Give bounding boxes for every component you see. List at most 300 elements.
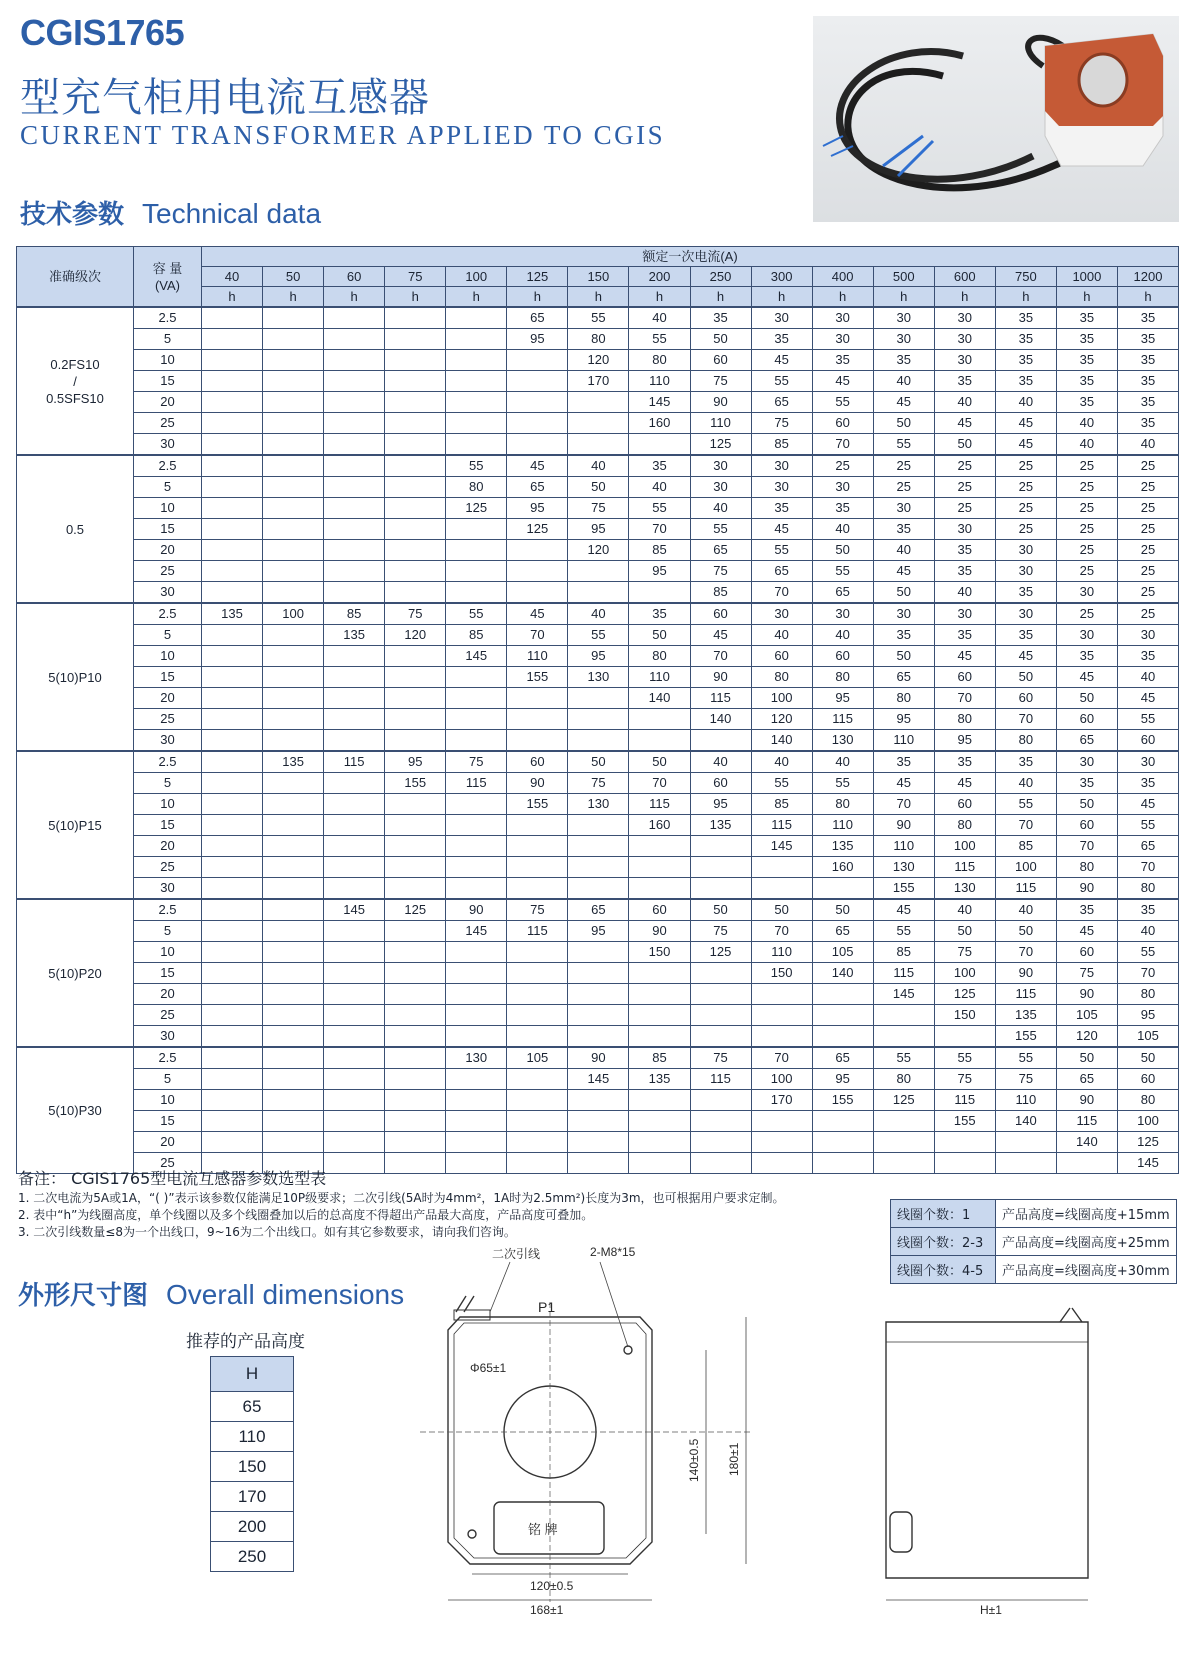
height-cell: 70 (690, 646, 751, 667)
height-cell: 50 (934, 921, 995, 942)
height-cell (446, 857, 507, 878)
height-cell (202, 730, 263, 752)
height-cell (385, 963, 446, 984)
height-cell: 135 (263, 751, 324, 773)
height-cell: 110 (873, 836, 934, 857)
height-cell (812, 984, 873, 1005)
height-cell: 85 (324, 603, 385, 625)
height-cell (507, 836, 568, 857)
height-cell: 30 (995, 603, 1056, 625)
height-cell: 115 (507, 921, 568, 942)
height-cell: 90 (446, 899, 507, 921)
table-row (17, 921, 1179, 942)
capacity-cell: 15 (134, 963, 202, 984)
height-cell (263, 582, 324, 604)
height-cell (812, 878, 873, 900)
capacity-cell: 25 (134, 709, 202, 730)
height-cell: 40 (873, 371, 934, 392)
capacity-cell: 25 (134, 1153, 202, 1174)
height-cell: 25 (1056, 455, 1117, 477)
height-cell: 25 (995, 455, 1056, 477)
height-cell: 55 (751, 371, 812, 392)
height-cell: 95 (568, 646, 629, 667)
height-cell: 35 (995, 307, 1056, 329)
height-cell: 35 (1117, 899, 1178, 921)
height-cell: 95 (568, 519, 629, 540)
height-cell: 90 (1056, 878, 1117, 900)
height-cell (446, 667, 507, 688)
height-cell (324, 1090, 385, 1111)
header-rated-current: 额定一次电流(A) (202, 247, 1179, 267)
height-cell: 30 (812, 329, 873, 350)
height-cell: 45 (812, 371, 873, 392)
height-cell: 25 (1056, 561, 1117, 582)
height-cell (324, 371, 385, 392)
height-cell: 110 (995, 1090, 1056, 1111)
product-title-cn: 型充气柜用电流互感器 (20, 75, 430, 121)
height-cell: 85 (629, 540, 690, 561)
height-cell: 35 (873, 519, 934, 540)
height-cell: 100 (1117, 1111, 1178, 1132)
height-cell: 25 (934, 455, 995, 477)
height-cell: 75 (690, 371, 751, 392)
height-cell (263, 1047, 324, 1069)
table-row (17, 392, 1179, 413)
height-cell: 80 (568, 329, 629, 350)
height-cell: 70 (751, 1047, 812, 1069)
capacity-cell: 15 (134, 371, 202, 392)
coil-height-rule: 产品高度=线圈高度+25mm (996, 1228, 1177, 1256)
height-cell (263, 498, 324, 519)
height-cell (263, 625, 324, 646)
height-cell (385, 921, 446, 942)
height-cell (446, 1090, 507, 1111)
height-cell: 70 (629, 773, 690, 794)
height-cell: 70 (751, 921, 812, 942)
height-cell (263, 1090, 324, 1111)
height-cell: 40 (995, 899, 1056, 921)
height-cell: 100 (751, 688, 812, 709)
height-cell (324, 773, 385, 794)
height-cell: 140 (995, 1111, 1056, 1132)
height-cell: 95 (568, 921, 629, 942)
height-cell (751, 1005, 812, 1026)
height-cell (507, 857, 568, 878)
height-cell: 25 (1117, 582, 1178, 604)
capacity-cell: 2.5 (134, 899, 202, 921)
height-cell (568, 1090, 629, 1111)
height-cell: 30 (1056, 625, 1117, 646)
height-cell: 60 (690, 773, 751, 794)
height-cell: 30 (690, 455, 751, 477)
height-cell: 25 (995, 498, 1056, 519)
height-cell: 135 (995, 1005, 1056, 1026)
header-unit: h (690, 287, 751, 308)
height-cell (690, 984, 751, 1005)
capacity-cell: 5 (134, 477, 202, 498)
height-cell (446, 1132, 507, 1153)
height-cell (446, 1026, 507, 1048)
height-cell: 35 (629, 455, 690, 477)
coil-count: 线圈个数：1 (891, 1200, 996, 1228)
height-cell: 140 (629, 688, 690, 709)
height-cell (385, 984, 446, 1005)
height-cell: 75 (507, 899, 568, 921)
height-cell (202, 434, 263, 456)
height-cell: 45 (873, 392, 934, 413)
note-line: 2. 表中“h”为线圈高度，单个线圈以及多个线圈叠加以后的总高度不得超出产品最大高度，产品高度可叠加。 (18, 1208, 594, 1222)
height-cell: 95 (690, 794, 751, 815)
height-cell: 55 (812, 561, 873, 582)
notes (18, 1170, 785, 1241)
height-cell (385, 1090, 446, 1111)
header-current-value: 150 (568, 267, 629, 287)
height-cell: 130 (812, 730, 873, 752)
height-cell: 45 (507, 455, 568, 477)
height-cell: 125 (934, 984, 995, 1005)
height-cell (324, 307, 385, 329)
capacity-cell: 20 (134, 540, 202, 561)
note-line: 3. 二次引线数量≤8为一个出线口，9~16为二个出线口。如有其它参数要求，请向我们咨询。 (18, 1225, 516, 1239)
height-cell (446, 836, 507, 857)
table-row (17, 836, 1179, 857)
height-cell: 70 (812, 434, 873, 456)
height-cell: 50 (751, 899, 812, 921)
header-current-value: 250 (690, 267, 751, 287)
height-cell: 65 (690, 540, 751, 561)
height-cell: 45 (934, 413, 995, 434)
height-cell (385, 1069, 446, 1090)
height-cell: 35 (873, 350, 934, 371)
height-cell (202, 667, 263, 688)
label-bolt: 2-M8*15 (590, 1245, 636, 1259)
height-cell: 80 (446, 477, 507, 498)
height-cell (385, 1005, 446, 1026)
height-cell (263, 1111, 324, 1132)
height-cell: 55 (446, 603, 507, 625)
height-cell (202, 878, 263, 900)
height-cell: 85 (446, 625, 507, 646)
height-cell: 60 (751, 646, 812, 667)
height-cell (263, 857, 324, 878)
height-cell: 155 (934, 1111, 995, 1132)
height-cell: 110 (629, 667, 690, 688)
height-cell (263, 371, 324, 392)
height-cell: 140 (812, 963, 873, 984)
height-cell: 60 (934, 667, 995, 688)
height-cell: 75 (385, 603, 446, 625)
height-cell (202, 519, 263, 540)
height-cell: 80 (1117, 878, 1178, 900)
height-cell (690, 1026, 751, 1048)
height-cell: 35 (751, 498, 812, 519)
height-cell (324, 540, 385, 561)
product-photo (813, 16, 1179, 222)
height-cell (629, 434, 690, 456)
height-cell (202, 1026, 263, 1048)
height-cell: 50 (873, 413, 934, 434)
height-cell: 40 (1117, 921, 1178, 942)
height-cell (507, 1111, 568, 1132)
height-cell (385, 794, 446, 815)
accuracy-class-line: / (73, 373, 77, 389)
height-cell (324, 392, 385, 413)
height-cell (690, 963, 751, 984)
table-row (17, 561, 1179, 582)
height-cell (263, 836, 324, 857)
height-cell: 65 (812, 921, 873, 942)
height-cell (263, 350, 324, 371)
height-cell (568, 815, 629, 836)
height-cell (263, 392, 324, 413)
height-cell (202, 329, 263, 350)
height-cell (507, 561, 568, 582)
recommended-height-value: 250 (211, 1542, 294, 1572)
height-cell (629, 1111, 690, 1132)
height-cell: 140 (751, 730, 812, 752)
height-cell (507, 1132, 568, 1153)
accuracy-class-cell (17, 751, 134, 899)
height-cell (202, 307, 263, 329)
section-title-cn: 外形尺寸图 (18, 1281, 149, 1311)
height-cell (324, 794, 385, 815)
height-cell: 55 (873, 1047, 934, 1069)
table-row (17, 350, 1179, 371)
height-cell: 50 (690, 899, 751, 921)
height-cell (995, 1153, 1056, 1174)
height-cell (812, 1132, 873, 1153)
height-cell (385, 942, 446, 963)
height-cell (995, 1132, 1056, 1153)
table-row (17, 984, 1179, 1005)
height-cell: 145 (324, 899, 385, 921)
height-cell (873, 1153, 934, 1174)
height-cell (446, 709, 507, 730)
height-cell (263, 942, 324, 963)
table-row (17, 498, 1179, 519)
table-row (17, 582, 1179, 604)
height-cell: 30 (751, 603, 812, 625)
height-cell: 155 (873, 878, 934, 900)
height-cell: 30 (995, 561, 1056, 582)
table-row (17, 413, 1179, 434)
accuracy-class-line: 5(10)P10 (48, 669, 102, 685)
height-cell (324, 329, 385, 350)
height-cell: 155 (995, 1026, 1056, 1048)
height-cell: 105 (507, 1047, 568, 1069)
capacity-cell: 10 (134, 498, 202, 519)
height-cell (507, 942, 568, 963)
height-cell: 40 (934, 582, 995, 604)
header-unit: h (629, 287, 690, 308)
height-cell (202, 688, 263, 709)
height-cell (263, 709, 324, 730)
height-cell (446, 434, 507, 456)
table-row (17, 963, 1179, 984)
height-cell (812, 1005, 873, 1026)
height-cell: 55 (1117, 942, 1178, 963)
height-cell (568, 942, 629, 963)
header-current-value: 300 (751, 267, 812, 287)
table-row (17, 625, 1179, 646)
height-cell (812, 1026, 873, 1048)
height-cell: 100 (263, 603, 324, 625)
height-cell (263, 455, 324, 477)
height-cell: 30 (751, 477, 812, 498)
height-cell: 40 (1117, 434, 1178, 456)
height-cell: 35 (1117, 307, 1178, 329)
height-cell (507, 371, 568, 392)
height-cell: 30 (1056, 582, 1117, 604)
height-cell: 115 (1056, 1111, 1117, 1132)
height-cell: 115 (751, 815, 812, 836)
height-cell: 100 (995, 857, 1056, 878)
height-cell (324, 984, 385, 1005)
height-cell (324, 709, 385, 730)
height-cell: 145 (629, 392, 690, 413)
height-cell: 60 (1117, 730, 1178, 752)
height-cell: 40 (812, 625, 873, 646)
height-cell: 70 (995, 815, 1056, 836)
height-cell (263, 519, 324, 540)
height-cell (446, 794, 507, 815)
height-cell (202, 1090, 263, 1111)
height-cell: 60 (1056, 815, 1117, 836)
height-cell: 80 (1056, 857, 1117, 878)
height-cell: 70 (751, 582, 812, 604)
height-cell: 50 (1056, 794, 1117, 815)
height-cell (263, 1005, 324, 1026)
height-cell: 55 (446, 455, 507, 477)
header-unit: h (934, 287, 995, 308)
height-cell: 35 (934, 625, 995, 646)
height-cell: 155 (812, 1090, 873, 1111)
height-cell: 25 (1056, 498, 1117, 519)
capacity-cell: 5 (134, 329, 202, 350)
height-cell (568, 1132, 629, 1153)
height-cell (568, 878, 629, 900)
height-cell (324, 350, 385, 371)
height-cell: 100 (751, 1069, 812, 1090)
height-cell (202, 794, 263, 815)
header-capacity-line: 容 量 (152, 260, 183, 276)
height-cell (690, 836, 751, 857)
height-cell: 45 (507, 603, 568, 625)
height-cell: 55 (629, 329, 690, 350)
header-unit: h (263, 287, 324, 308)
height-cell (446, 561, 507, 582)
height-cell: 95 (507, 329, 568, 350)
height-cell (568, 434, 629, 456)
accuracy-class-line: 0.2FS10 (50, 356, 100, 372)
header-unit: h (385, 287, 446, 308)
height-cell: 35 (1056, 329, 1117, 350)
table-row (17, 1090, 1179, 1111)
height-cell (202, 561, 263, 582)
capacity-cell: 25 (134, 561, 202, 582)
height-cell: 115 (995, 878, 1056, 900)
header-current-value: 200 (629, 267, 690, 287)
capacity-cell: 10 (134, 646, 202, 667)
height-cell: 125 (690, 434, 751, 456)
height-cell (934, 1132, 995, 1153)
header-current-value: 40 (202, 267, 263, 287)
height-cell: 145 (751, 836, 812, 857)
height-cell: 80 (873, 688, 934, 709)
height-cell (629, 878, 690, 900)
height-cell: 110 (690, 413, 751, 434)
height-cell: 95 (812, 688, 873, 709)
height-cell (751, 878, 812, 900)
height-cell (202, 582, 263, 604)
height-cell: 50 (995, 921, 1056, 942)
height-cell (690, 857, 751, 878)
table-row (17, 307, 1179, 329)
height-cell (812, 1153, 873, 1174)
height-cell: 65 (1117, 836, 1178, 857)
height-cell (385, 413, 446, 434)
height-cell: 120 (385, 625, 446, 646)
height-cell: 150 (934, 1005, 995, 1026)
height-cell (324, 688, 385, 709)
height-cell: 40 (568, 455, 629, 477)
height-cell (202, 1047, 263, 1069)
accuracy-class-cell (17, 603, 134, 751)
height-cell (629, 984, 690, 1005)
height-cell: 105 (1056, 1005, 1117, 1026)
height-cell (202, 899, 263, 921)
height-cell: 40 (1056, 413, 1117, 434)
header-unit: h (1117, 287, 1178, 308)
height-cell: 145 (873, 984, 934, 1005)
height-cell: 35 (1117, 392, 1178, 413)
height-cell (202, 1005, 263, 1026)
height-cell (446, 1069, 507, 1090)
coil-height-rule: 产品高度=线圈高度+30mm (996, 1256, 1177, 1284)
height-cell: 155 (507, 794, 568, 815)
height-cell: 70 (995, 709, 1056, 730)
accuracy-class-line: 0.5SFS10 (46, 390, 104, 406)
height-cell: 115 (446, 773, 507, 794)
height-cell: 25 (812, 455, 873, 477)
height-cell (324, 519, 385, 540)
height-cell: 25 (873, 477, 934, 498)
height-cell: 95 (385, 751, 446, 773)
height-cell: 115 (934, 1090, 995, 1111)
height-cell: 130 (934, 878, 995, 900)
height-cell: 30 (995, 540, 1056, 561)
height-cell: 40 (629, 307, 690, 329)
height-cell (568, 730, 629, 752)
table-row (17, 773, 1179, 794)
height-cell: 40 (690, 498, 751, 519)
height-cell: 60 (812, 646, 873, 667)
header-current-value: 75 (385, 267, 446, 287)
height-cell (385, 350, 446, 371)
height-cell: 65 (751, 561, 812, 582)
height-cell (202, 540, 263, 561)
height-cell (568, 709, 629, 730)
capacity-cell: 20 (134, 392, 202, 413)
height-cell: 80 (995, 730, 1056, 752)
height-cell: 25 (1117, 540, 1178, 561)
height-cell: 55 (690, 519, 751, 540)
height-cell: 95 (1117, 1005, 1178, 1026)
height-cell (385, 540, 446, 561)
height-cell (202, 1069, 263, 1090)
height-cell (263, 477, 324, 498)
height-cell: 150 (751, 963, 812, 984)
